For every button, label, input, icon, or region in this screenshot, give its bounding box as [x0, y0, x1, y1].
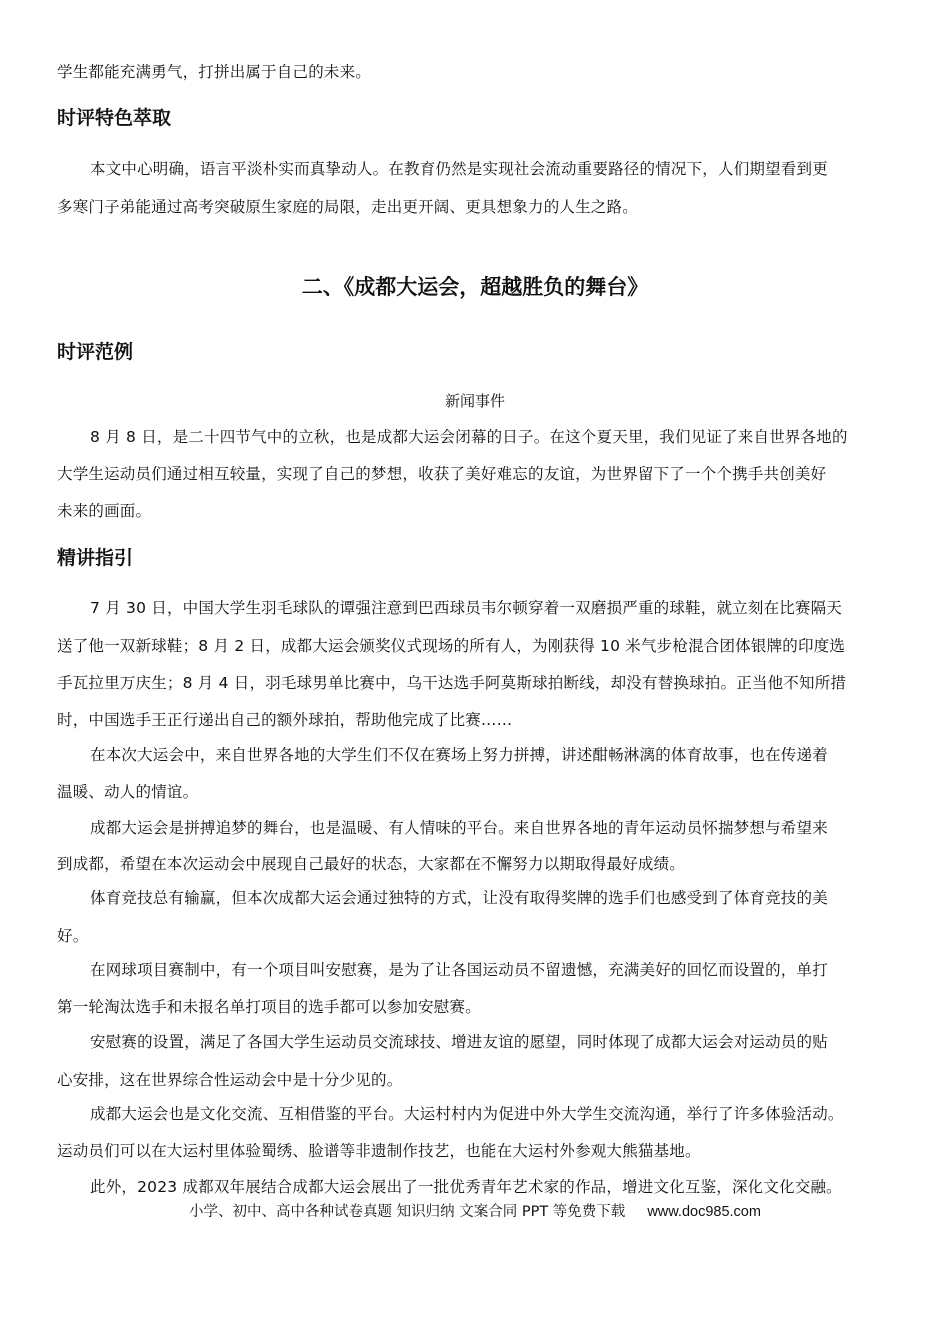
news-event-label: 新闻事件 — [444, 392, 505, 410]
page-footer — [0, 1202, 950, 1222]
paragraph-line: 心安排，这在世界综合性运动会中是十分少见的。 — [57, 1071, 403, 1089]
paragraph-line: 送了他一双新球鞋；8 月 2 日，成都大运会颁奖仪式现场的所有人，为刚获得 10 米气步枪混合团体银牌的印度选 — [57, 637, 846, 655]
footer-url-link[interactable]: www.doc985.com — [647, 1204, 761, 1220]
paragraph-line: 时，中国选手王正行递出自己的额外球拍，帮助他完成了比赛…… — [57, 711, 513, 729]
paragraph-line: 在网球项目赛制中，有一个项目叫安慰赛，是为了让各国运动员不留遗憾，充满美好的回忆而设置的，单打 — [90, 961, 828, 979]
paragraph-line: 成都大运会是拼搏追梦的舞台，也是温暖、有人情味的平台。来自世界各地的青年运动员怀揣梦想与希望来 — [90, 819, 828, 837]
paragraph-line: 运动员们可以在大运村里体验蜀绣、脸谱等非遗制作技艺，也能在大运村外参观大熊猫基地。 — [57, 1142, 701, 1160]
paragraph-line: 温暖、动人的情谊。 — [57, 783, 199, 801]
paragraph-line: 到成都，希望在本次运动会中展现自己最好的状态，大家都在不懈努力以期取得最好成绩。 — [57, 855, 686, 873]
paragraph-line: 多寒门子弟能通过高考突破原生家庭的局限，走出更开阔、更具想象力的人生之路。 — [57, 198, 638, 216]
continuation-text: 学生都能充满勇气，打拼出属于自己的未来。 — [57, 63, 372, 81]
paragraph-line: 手瓦拉里万庆生；8 月 4 日，羽毛球男单比赛中，乌干达选手阿莫斯球拍断线，却没有替换球拍。正当他不知所措 — [57, 674, 847, 692]
paragraph-line: 本文中心明确，语言平淡朴实而真挚动人。在教育仍然是实现社会流动重要路径的情况下，人们期望看到更 — [90, 160, 828, 178]
paragraph-line: 成都大运会也是文化交流、互相借鉴的平台。大运村村内为促进中外大学生交流沟通，举行了许多体验活动。 — [90, 1105, 844, 1123]
paragraph-line: 大学生运动员们通过相互较量，实现了自己的梦想，收获了美好难忘的友谊，为世界留下了一个个携手共创美好 — [57, 465, 827, 483]
article-title: 二、《成都大运会，超越胜负的舞台》 — [301, 275, 649, 299]
paragraph-line: 7 月 30 日，中国大学生羽毛球队的谭强注意到巴西球员韦尔顿穿着一双磨损严重的球鞋，就立刻在比赛隔天 — [90, 599, 843, 617]
paragraph-line: 体育竞技总有输赢，但本次成都大运会通过独特的方式，让没有取得奖牌的选手们也感受到了体育竞技的美 — [90, 889, 828, 907]
section-heading-feature: 时评特色萃取 — [57, 107, 172, 129]
paragraph-line: 在本次大运会中，来自世界各地的大学生们不仅在赛场上努力拼搏，讲述酣畅淋漓的体育故事，也在传递着 — [90, 746, 828, 764]
paragraph-line: 8 月 8 日，是二十四节气中的立秋，也是成都大运会闭幕的日子。在这个夏天里，我们见证了来自世界各地的 — [90, 428, 848, 446]
section-heading-example: 时评范例 — [57, 341, 134, 363]
paragraph-line: 第一轮淘汰选手和未报名单打项目的选手都可以参加安慰赛。 — [57, 998, 481, 1016]
section-heading-guide: 精讲指引 — [57, 547, 134, 569]
paragraph-line: 此外，2023 成都双年展结合成都大运会展出了一批优秀青年艺术家的作品，增进文化互鉴，深化文化交融。 — [90, 1178, 842, 1196]
paragraph-line: 好。 — [57, 927, 89, 945]
footer-text: 小学、初中、高中各种试卷真题 知识归纳 文案合同 PPT 等免费下载 — [189, 1204, 626, 1220]
paragraph-line: 未来的画面。 — [57, 502, 152, 520]
paragraph-line: 安慰赛的设置，满足了各国大学生运动员交流球技、增进友谊的愿望，同时体现了成都大运会对运动员的贴 — [90, 1033, 828, 1051]
